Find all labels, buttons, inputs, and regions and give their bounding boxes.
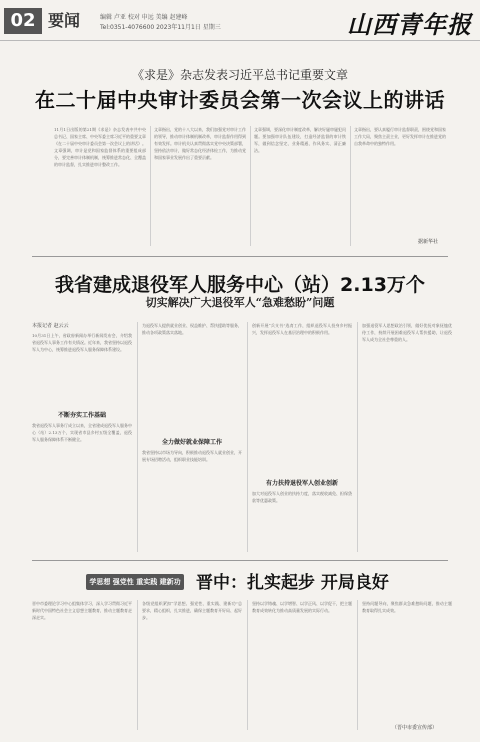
article3-credit: （晋中市委宣传部）: [392, 725, 438, 731]
article1-col1: 11月1日出版的第21期《求是》杂志发表中共中央总书记、国家主席、中央军委主席习近平的重要文章《在二十届中央审计委员会第一次会议上的讲话》。文章强调，审计是党和国家监督体系的重要组成部分，要完善审计体制机制，统筹推进常态化、全覆盖的审计监督，扎实推进审计整改工作。: [54, 127, 146, 167]
article1-kicker: 《求是》杂志发表习近平总书记重要文章: [131, 68, 348, 82]
article2-col3: 创新开展“兵支书”选育工作，组织退役军人投身乡村振兴，发挥退役军人在基层治理中的积极作用。: [252, 323, 352, 335]
section-divider: [32, 560, 448, 561]
column-divider: [247, 322, 248, 552]
article2-col3b: 加大对退役军人创业的扶持力度，落实税收减免、担保贷款等优惠政策。: [252, 491, 352, 503]
article2-headline: 我省建成退役军人服务中心（站）2.13万个: [55, 274, 425, 296]
column-divider: [247, 600, 248, 730]
editor-line: 编辑 卢亚 校对 申远 美编 赵建峰: [100, 14, 188, 21]
newspaper-logo: 山西青年报: [347, 10, 472, 39]
column-divider: [357, 322, 358, 552]
article3-col2: 各级党组织紧扣“学思想、强党性、重实践、建新功”总要求，精心组织，扎实推进，确保主题教育开好局、起好步。: [142, 601, 242, 620]
article2-subhead3: 有力扶持退役军人创业创新: [265, 480, 338, 487]
article2-subhead1: 不断夯实工作基础: [57, 412, 106, 419]
article2-subhead2: 全力做好就业保障工作: [161, 439, 222, 446]
article2-col2b: 我省坚持以市场为导向，积极推动退役军人就业创业，开展专场招聘活动，组织职业技能培训。: [142, 450, 242, 462]
column-divider: [350, 126, 351, 246]
article1-col3: 文章强调，要深化审计制度改革，解决好屡审屡犯问题。要加强审计队伍建设，打造经济监督的审计铁军，做到信念坚定、业务精通、作风务实、清正廉洁。: [254, 127, 346, 153]
article3-col4: 坚持问题导向，聚焦群众急难愁盼问题，推动主题教育取得扎实成效。: [362, 601, 452, 613]
column-divider: [357, 600, 358, 730]
article3-col1: 晋中市委理论学习中心组集体学习，深入学习贯彻习近平新时代中国特色社会主义思想主题教育，推动主题教育走深走实。: [32, 601, 132, 620]
article3-headline: 晋中：扎实起步 开局良好: [196, 573, 389, 593]
article1-headline: 在二十届中央审计委员会第一次会议上的讲话: [35, 88, 445, 112]
column-divider: [250, 126, 251, 246]
article1-col4: 文章指出，要认真履行审计监督职责，围绕党和国家工作大局，聚焦主责主业，更好发挥审计在推进党的自我革命中的独特作用。: [354, 127, 446, 146]
article1-source: 据新华社: [418, 239, 439, 245]
article2-subheadline: 切实解决广大退役军人“急难愁盼”问题: [145, 296, 335, 309]
section-divider: [32, 256, 448, 257]
article2-byline: 本报记者 赵云云: [32, 323, 69, 329]
article1-col2: 文章指出，党的十八大以来，我们加强党对审计工作的领导，推动审计体制机制改革，审计监督作用得到有效发挥。审计机关认真贯彻落实党中央决策部署，坚持依法审计，做好常态化经济体检工作，为推动党和国家事业发展作出了重要贡献。: [154, 127, 246, 160]
article2-col4: 加强退役军人思想政治引领，做好优抚对象抚恤优待工作，持续开展困难退役军人帮扶援助，让退役军人成为全社会尊重的人。: [362, 323, 452, 342]
article3-col3: 坚持以学铸魂、以学增智、以学正风、以学促干，把主题教育成效转化为推动高质量发展的实际行动。: [252, 601, 352, 613]
column-divider: [150, 126, 151, 246]
masthead: [0, 0, 480, 41]
article3-campaign-badge: 学思想 强党性 重实践 建新功: [86, 574, 184, 590]
article2-col2: 为退役军人提供就业创业、权益维护、帮扶援助等服务，推动各项政策落实落地。: [142, 323, 242, 335]
date-line: Tel:0351-4076600 2023年11月1日 星期三: [100, 24, 221, 31]
column-divider: [137, 322, 138, 552]
article2-col1b: 我省退役军人事务厅成立以来，全省建成退役军人服务中心（站）2.13万个，实现省市县乡村五级全覆盖，退役军人服务保障体系不断健全。: [32, 423, 132, 442]
article2-col1: 10月31日上午，省政府新闻办举行新闻发布会，介绍我省退役军人事务工作有关情况。近年来，我省坚持以退役军人为中心，统筹推进退役军人服务保障体系建设。: [32, 333, 132, 352]
page-number: 02: [4, 8, 42, 34]
section-title: 要闻: [48, 11, 81, 30]
column-divider: [137, 600, 138, 730]
